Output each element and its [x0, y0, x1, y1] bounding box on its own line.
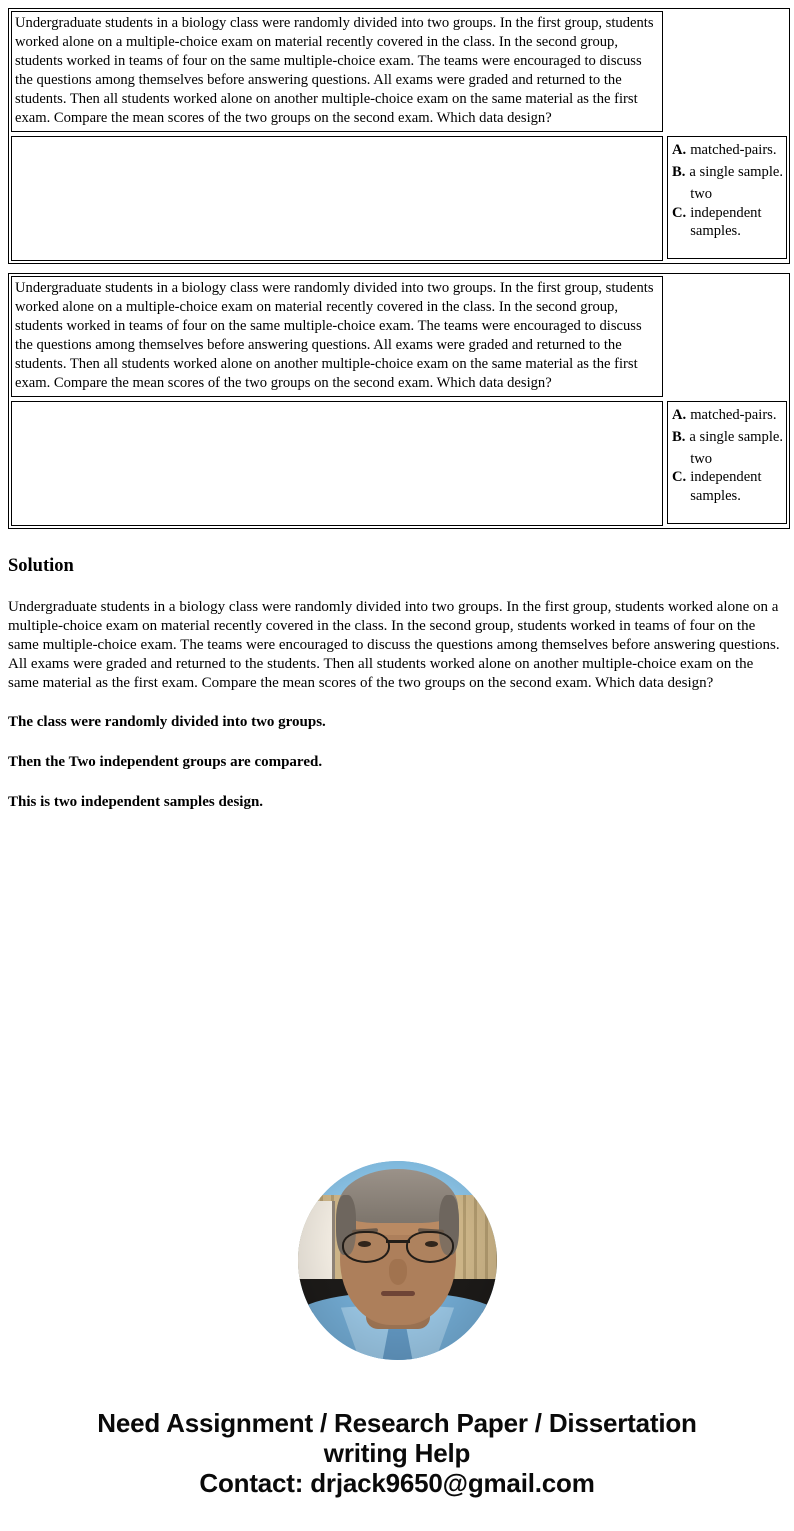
- option-c-letter: C.: [672, 469, 687, 486]
- solution-heading: Solution: [8, 555, 74, 576]
- option-c[interactable]: [672, 185, 784, 240]
- photo-eye-left: [358, 1241, 371, 1247]
- photo-eye-right: [425, 1241, 438, 1247]
- question-prompt-text: Undergraduate students in a biology class were randomly divided into two groups. In the first group, students worked alone on a multiple-choice exam on material recently covered in the class. In the second group, students worked in teams of four on the same multiple-choice exam. The teams were encouraged to discuss the questions among themselves before answering questions. All exams were graded and returned to the students. Then all students worked alone on another multiple-choice exam on the same material as the first exam. Compare the mean scores of the two groups on the second exam. Which data design?: [11, 11, 663, 132]
- option-c-text: two independent samples.: [690, 186, 762, 239]
- option-b-text: a single sample.: [689, 428, 784, 445]
- answer-blank-area[interactable]: [11, 136, 663, 261]
- option-a-letter: A.: [672, 141, 687, 158]
- question-prompt-cell: [9, 274, 665, 399]
- photo-wall-left-panel: [298, 1201, 335, 1285]
- answer-options-cell: [665, 134, 789, 263]
- avatar: [298, 1161, 497, 1360]
- option-a-text: matched-pairs.: [690, 141, 777, 158]
- option-a-text: matched-pairs.: [690, 406, 777, 423]
- question-answer-row: [9, 399, 789, 528]
- question-prompt-side-cell: [665, 274, 789, 399]
- photo-mouth: [381, 1291, 415, 1296]
- option-b-letter: B.: [672, 164, 686, 181]
- question-table-1: [8, 8, 790, 264]
- answer-options-cell: [665, 399, 789, 528]
- answer-options-list: [667, 136, 787, 259]
- answer-options-list: [667, 401, 787, 524]
- answer-blank-area[interactable]: [11, 401, 663, 526]
- photo-lens-left: [342, 1231, 390, 1263]
- tutor-portrait: [298, 1161, 497, 1360]
- question-prompt-row: [9, 274, 789, 399]
- photo-nose: [389, 1259, 407, 1285]
- question-prompt-row: [9, 9, 789, 134]
- promo-footer: [0, 1408, 794, 1498]
- solution-restatement: Undergraduate students in a biology class were randomly divided into two groups. In the first group, students worked alone on a multiple-choice exam on material recently covered in the class. In the second group, students worked in teams of four on the same multiple-choice exam. The teams were encouraged to discuss the questions among themselves before answering questions. All exams were graded and returned to the students. Then all students worked alone on another multiple-choice exam on the same material as the first exam. Compare the mean scores of the two groups on the second exam. Which data design?: [8, 598, 780, 691]
- question-prompt-cell: [9, 9, 665, 134]
- option-b[interactable]: [672, 428, 784, 446]
- solution-step-1: The class were randomly divided into two groups.: [8, 714, 326, 731]
- document-page: [0, 8, 794, 1531]
- photo-glasses-bridge: [386, 1240, 410, 1243]
- glasses-icon: [340, 1231, 456, 1261]
- option-b[interactable]: [672, 163, 784, 181]
- option-a[interactable]: [672, 406, 784, 424]
- solution-step-3: This is two independent samples design.: [8, 794, 264, 811]
- option-c[interactable]: [672, 450, 784, 505]
- question-table-2: [8, 273, 790, 529]
- question-prompt-text: Undergraduate students in a biology class were randomly divided into two groups. In the first group, students worked alone on a multiple-choice exam on material recently covered in the class. In the second group, students worked in teams of four on the same multiple-choice exam. The teams were encouraged to discuss the questions among themselves before answering questions. All exams were graded and returned to the students. Then all students worked alone on another multiple-choice exam on the same material as the first exam. Compare the mean scores of the two groups on the second exam. Which data design?: [11, 276, 663, 397]
- question-prompt-side-cell: [665, 9, 789, 134]
- promo-line-1: Need Assignment / Research Paper / Dissertation: [97, 1408, 697, 1438]
- question-answer-row: [9, 134, 789, 263]
- answer-blank-cell: [9, 134, 665, 263]
- option-a-letter: A.: [672, 406, 687, 423]
- solution-section: [8, 556, 786, 812]
- option-c-text: two independent samples.: [690, 451, 762, 504]
- promo-line-2: writing Help: [323, 1438, 471, 1469]
- solution-step-2: Then the Two independent groups are compared.: [8, 754, 323, 771]
- option-b-text: a single sample.: [689, 164, 784, 181]
- option-b-letter: B.: [672, 428, 686, 445]
- option-a[interactable]: [672, 141, 784, 159]
- promo-contact-email: Contact: drjack9650@gmail.com: [199, 1468, 595, 1499]
- photo-lens-right: [406, 1231, 454, 1263]
- answer-blank-cell: [9, 399, 665, 528]
- option-c-letter: C.: [672, 204, 687, 221]
